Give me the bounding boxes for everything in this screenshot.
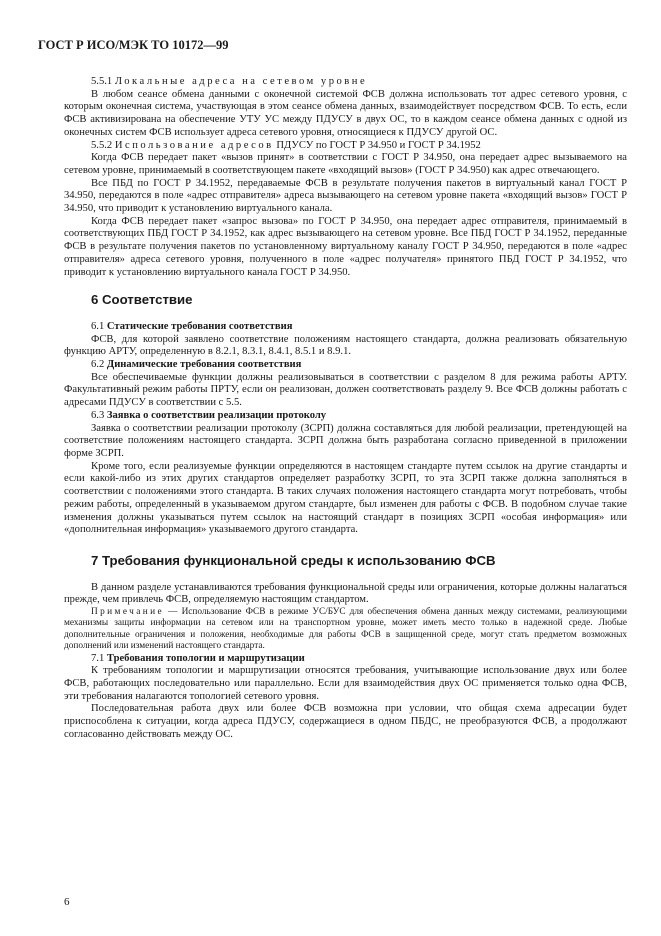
subsection-6-3-title bbox=[64, 410, 627, 423]
paragraph: К требованиям топологии и маршрутизации относятся требования, учитывающие использование двух или более ФСВ, работающих последовательно или параллельно. Если для взаимодействия двух ОС применяется только одна ФСВ, эти требования налагаются топологией сетевого уровня. bbox=[64, 665, 627, 702]
subsection-number: 7.1 bbox=[91, 652, 105, 664]
subsection-6-1-title bbox=[64, 321, 627, 334]
paragraph: В любом сеансе обмена данными с оконечной системой ФСВ должна использовать тот адрес сетевого уровня, с которым оконечная система, участвующая в этом сеансе обмена данных, взаимодействует посредством ФСВ. То есть, если ФСВ активизирована на обеспечение УТУ УС между ПДУСУ в двух ОС, то в каждом сеансе обмена данных с одной из оконечных систем ФСВ использует адреса сетевого уровня, относящиеся к ПДУСУ другой ОС. bbox=[64, 88, 627, 138]
subsection-title: Статические требования соответствия bbox=[106, 320, 293, 332]
section-7-heading: 7 Требования функциональной среды к использованию ФСВ bbox=[91, 552, 496, 568]
subsection-5-5-2-title bbox=[64, 140, 627, 153]
paragraph: Заявка о соответствии реализации протоколу (ЗСРП) должна составляться для любой реализации, претендующей на соответствие положениям настоящего стандарта. ЗСРП должна быть разработана согласно приведенной в приложении форме ЗСРП. bbox=[64, 422, 627, 459]
subsection-number: 6.2 bbox=[91, 359, 105, 371]
subsection-title: Заявка о соответствии реализации протоколу bbox=[106, 409, 327, 421]
paragraph: Все ПБД по ГОСТ Р 34.1952, передаваемые ФСВ в результате получения пакетов в виртуальный канал ГОСТ Р 34.950, передаются в поле «адрес отправителя» адреса вызывающего на сетевом уровне пакета «входящий вызов» ГОСТ Р 34.950, что приводит к установлению виртуального канала. bbox=[64, 177, 627, 215]
note-label: Примечание bbox=[91, 607, 164, 618]
paragraph: ФСВ, для которой заявлено соответствие положениям настоящего стандарта, должна реализовать обязательную функцию АРТУ, определенную в 8.2.1, 8.3.1, 8.4.1, 8.5.1 и 8.9.1. bbox=[64, 333, 627, 358]
subsection-number: 6.1 bbox=[91, 320, 105, 332]
paragraph: Когда ФСВ передает пакет «вызов принят» в соответствии с ГОСТ Р 34.950, она передает адрес вызываемого на сетевом уровне, принимаемый в соответствующем пакете «входящий вызов» (ГОСТ Р 34.950) как адрес отвечающего. bbox=[64, 152, 627, 176]
running-header: ГОСТ Р ИСО/МЭК ТО 10172—99 bbox=[38, 38, 229, 52]
subsection-number: 6.3 bbox=[91, 409, 105, 421]
subsection-title: Использование адресов bbox=[114, 139, 274, 151]
section-6-heading: 6 Соответствие bbox=[91, 292, 193, 308]
subsection-title: Требования топологии и маршрутизации bbox=[106, 652, 305, 664]
page-body bbox=[64, 76, 627, 742]
subsection-title: Локальные адреса на сетевом уровне bbox=[114, 76, 368, 87]
note-text: — Использование ФСВ в режиме УС/БУС для обеспечения обмена данных между системами, реализующими механизмы защиты информации на сетевом или на транспортном уровне, может иметь место только в надежной среде. Любые дополнительные ограничения и положения, необходимые для работы ФСВ в защищенной среде, могут стать предметом возможных дополнений или изменений настоящего стандарта. bbox=[64, 607, 627, 652]
paragraph: Когда ФСВ передает пакет «запрос вызова» по ГОСТ Р 34.950, она передает адрес отправителя, принимаемый в соответствующих ПБД ГОСТ Р 34.1952, как адрес вызывающего на сетевом уровне. Все ПБД ГОСТ Р 34.1952, переданные ФСВ в результате получения пакетов по установленному виртуальному каналу ГОСТ Р 34.950, передаются в поле «адрес отправителя» адреса сетевого уровня, полученного в поле «адрес получателя» принятого ПБД ГОСТ Р 34.1952, что приводит к установлению виртуального канала ГОСТ Р 34.950. bbox=[64, 215, 627, 278]
paragraph: Последовательная работа двух или более ФСВ возможна при условии, что общая схема адресации будет приспособлена к ситуации, когда адреса ПДУСУ, содержащиеся в одном ПБДС, не преобразуются ФСВ, а продолжают согласованно действовать между ОС. bbox=[64, 703, 627, 740]
note bbox=[64, 607, 627, 653]
page-number: 6 bbox=[64, 896, 70, 908]
subsection-number: 5.5.1 bbox=[91, 76, 113, 87]
paragraph: Все обеспечиваемые функции должны реализовываться в соответствии с разделом 8 для режима работы АРТУ. Факультативный режим работы ПРТУ, если он реализован, должен соответствовать разделу 9. Все ФСВ должны работать с адресами ПДУСУ в соответствии с 5.5. bbox=[64, 371, 627, 409]
subsection-6-2-title bbox=[64, 359, 627, 372]
paragraph: В данном разделе устанавливаются требования функциональной среды или ограничения, которые должны налагаться прежде, чем привлечь ФСВ, определяемую настоящим стандартом. bbox=[64, 581, 627, 606]
subsection-title: Динамические требования соответствия bbox=[106, 359, 302, 371]
subsection-5-5-1-title bbox=[64, 76, 627, 89]
paragraph: Кроме того, если реализуемые функции определяются в настоящем стандарте путем ссылок на другие стандарты и если какой-либо из этих других стандартов определяет разработку ЗСРП, то эта ЗСРП также должна заполняться в соответствии с положениями этого стандарта. В таких случаях положения настоящего стандарта могут потребовать, чтобы режим работы, определенный в указываемом другом стандарте, был изменен для работы с ФСВ. В подобном случае такие изменения должны указываться путем ссылок на настоящий стандарт в позициях ЗСРП «особая информация» или «дополнительная информация» указываемого другого стандарта. bbox=[64, 460, 627, 536]
subsection-number: 5.5.2 bbox=[91, 139, 113, 151]
subsection-7-1-title bbox=[64, 653, 627, 666]
subsection-title-rest: ПДУСУ по ГОСТ Р 34.950 и ГОСТ Р 34.1952 bbox=[276, 139, 481, 151]
